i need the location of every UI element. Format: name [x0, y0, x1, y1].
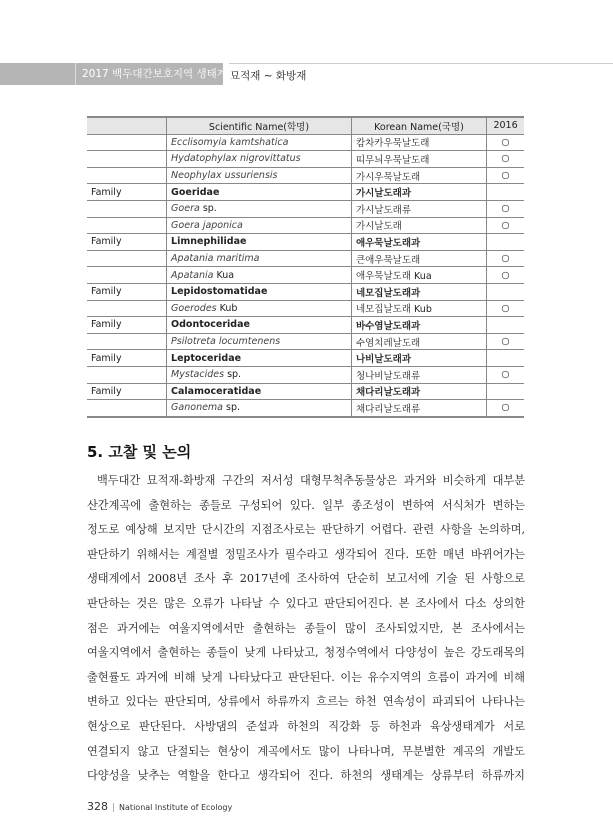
family-name: Leptoceridae	[171, 352, 242, 364]
korean-name-cell: 청나비날도래류	[351, 366, 486, 383]
table-row	[87, 200, 524, 217]
page-number: 328	[87, 800, 108, 813]
species-name: Apatania maritima	[171, 253, 260, 265]
rank-cell	[87, 217, 167, 234]
species-name: Ecclisomyia kamtshatica	[171, 136, 289, 148]
paragraph-line: 연결되지 않고 단절되는 현상이 계곡에서도 많이 나타나며, 무분별한 계곡의 개발도	[87, 744, 525, 758]
running-header-title: 2017 백두대간보호지역 생태계 조사	[75, 63, 222, 85]
header-rank	[87, 117, 167, 134]
scientific-name-cell	[167, 383, 352, 400]
scientific-name-cell	[167, 200, 352, 217]
presence-2016-cell	[487, 317, 524, 334]
presence-2016-cell: ○	[487, 400, 524, 417]
species-suffix: Kua	[213, 269, 235, 281]
korean-name-cell: 채다리날도래류	[351, 400, 486, 417]
korean-name-cell: 채다리날도래과	[351, 383, 486, 400]
presence-2016-cell	[487, 184, 524, 201]
family-name: Calamoceratidae	[171, 385, 262, 397]
header-rule	[229, 63, 613, 64]
rank-cell: Family	[87, 317, 167, 334]
rank-cell: Family	[87, 184, 167, 201]
rank-cell	[87, 167, 167, 184]
korean-name-cell: 애우묵날도래 Kua	[351, 267, 486, 284]
scientific-name-cell	[167, 283, 352, 300]
species-name: Goera	[171, 203, 200, 215]
table-row	[87, 151, 524, 168]
presence-2016-cell	[487, 283, 524, 300]
table-row	[87, 250, 524, 267]
running-header-subtitle: 묘적재 ~ 화방재	[230, 70, 307, 82]
presence-2016-cell: ○	[487, 134, 524, 151]
presence-2016-cell: ○	[487, 333, 524, 350]
rank-cell	[87, 250, 167, 267]
section-heading: 5. 고찰 및 논의	[87, 443, 192, 461]
footer-separator: |	[112, 803, 116, 813]
paragraph-line: 백두대간 묘적재-화방재 구간의 저서성 대형무척추동물상은 과거와 비슷하게 대부분	[97, 474, 525, 487]
scientific-name-cell	[167, 300, 352, 317]
scientific-name-cell	[167, 366, 352, 383]
family-name: Lepidostomatidae	[171, 286, 268, 298]
presence-2016-cell: ○	[487, 151, 524, 168]
rank-cell	[87, 267, 167, 284]
family-name: Goeridae	[171, 186, 220, 198]
korean-name-cell: 캄차카우묵날도래	[351, 134, 486, 151]
presence-2016-cell: ○	[487, 217, 524, 234]
rank-cell: Family	[87, 350, 167, 367]
family-name: Limnephilidae	[171, 236, 247, 248]
rank-cell	[87, 200, 167, 217]
scientific-name-cell	[167, 151, 352, 168]
paragraph-line: 점은 과거에는 여울지역에서만 출현하는 종들이 많이 조사되었지만, 본 조사에서는	[87, 621, 525, 635]
species-name: Psilotreta locumtenens	[171, 336, 281, 348]
family-row	[87, 283, 524, 300]
species-suffix: sp.	[223, 402, 241, 414]
paragraph-line: 변하고 있다는 판단되며, 상류에서 하류까지 흐르는 하천 연속성이 파괴되어 나타나는	[87, 695, 525, 709]
rank-cell	[87, 134, 167, 151]
body-paragraph	[87, 469, 525, 789]
scientific-name-cell	[167, 184, 352, 201]
korean-name-cell: 나비날도래과	[351, 350, 486, 367]
species-suffix: Kub	[216, 302, 238, 314]
presence-2016-cell	[487, 234, 524, 251]
paragraph-line: 출현률도 과거에 비해 낮게 나타났다고 판단된다. 이는 유수지역의 흐름이 과거에 비해	[87, 670, 525, 684]
korean-name-cell: 네모집날도래 Kub	[351, 300, 486, 317]
scientific-name-cell	[167, 134, 352, 151]
header-scientific-name: Scientific Name(학명)	[167, 117, 352, 134]
table-row	[87, 134, 524, 151]
scientific-name-cell	[167, 400, 352, 417]
scientific-name-cell	[167, 217, 352, 234]
paragraph-line: 여울지역에서 출현하는 종들이 낮게 나타났고, 청정수역에서 다양성이 높은 강도래목의	[87, 646, 525, 660]
rank-cell	[87, 333, 167, 350]
rank-cell	[87, 151, 167, 168]
scientific-name-cell	[167, 317, 352, 334]
scientific-name-cell	[167, 333, 352, 350]
species-name: Neophylax ussuriensis	[171, 170, 278, 182]
korean-name-cell: 수염치레날도래	[351, 333, 486, 350]
family-name: Odontoceridae	[171, 319, 250, 331]
rank-cell	[87, 300, 167, 317]
species-name: Hydatophylax nigrovittatus	[171, 153, 301, 165]
paragraph-line: 판단하는 것은 많은 오류가 나타날 수 있다고 판단되어진다. 본 조사에서 다소 상의한	[87, 596, 525, 610]
species-name: Goerodes	[171, 302, 217, 314]
korean-name-cell: 바수염날도래과	[351, 317, 486, 334]
header-2016: 2016	[487, 117, 524, 134]
presence-2016-cell: ○	[487, 200, 524, 217]
korean-name-cell: 애우묵날도래과	[351, 234, 486, 251]
scientific-name-cell	[167, 267, 352, 284]
paragraph-line: 판단하기 위해서는 계절별 정밀조사가 필수라고 생각되어 진다. 또한 매년 바뀌어가는	[87, 547, 525, 561]
species-name: Ganonema	[171, 402, 224, 414]
family-row	[87, 234, 524, 251]
header-korean-name: Korean Name(국명)	[351, 117, 486, 134]
korean-name-cell: 가시우묵날도래	[351, 167, 486, 184]
family-row	[87, 350, 524, 367]
presence-2016-cell: ○	[487, 267, 524, 284]
presence-2016-cell: ○	[487, 167, 524, 184]
species-table	[87, 116, 524, 418]
korean-name-cell: 가시날도래과	[351, 184, 486, 201]
presence-2016-cell	[487, 383, 524, 400]
page-footer	[87, 800, 232, 813]
species-name: Mystacides	[171, 369, 225, 381]
table-row	[87, 400, 524, 417]
table-row	[87, 300, 524, 317]
table-row	[87, 366, 524, 383]
korean-name-cell: 큰애우묵날도래	[351, 250, 486, 267]
table-header-row	[87, 117, 524, 134]
species-name: Goera japonica	[171, 219, 243, 231]
presence-2016-cell: ○	[487, 250, 524, 267]
species-suffix: sp.	[224, 369, 242, 381]
footer-organization: National Institute of Ecology	[119, 803, 233, 812]
rank-cell: Family	[87, 283, 167, 300]
paragraph-line: 다양성을 낮추는 역할을 한다고 생각되어 진다. 하천의 생태계는 상류부터 하류까지	[87, 769, 525, 783]
table-row	[87, 167, 524, 184]
family-row	[87, 383, 524, 400]
korean-name-cell: 가시날도래류	[351, 200, 486, 217]
rank-cell	[87, 366, 167, 383]
presence-2016-cell: ○	[487, 300, 524, 317]
presence-2016-cell: ○	[487, 366, 524, 383]
family-row	[87, 184, 524, 201]
korean-name-cell: 띠무늬우묵날도래	[351, 151, 486, 168]
scientific-name-cell	[167, 350, 352, 367]
korean-name-cell: 가시날도래	[351, 217, 486, 234]
paragraph-line: 산간계곡에 출현하는 종들로 구성되어 있다. 일부 종조성이 변하여 서식처가 변하는	[87, 498, 525, 512]
rank-cell	[87, 400, 167, 417]
table-row	[87, 267, 524, 284]
paragraph-line: 현상으로 판단된다. 사방댐의 준설과 하천의 직강화 등 하천과 육상생태계가 서로	[87, 719, 525, 733]
scientific-name-cell	[167, 234, 352, 251]
scientific-name-cell	[167, 250, 352, 267]
species-name: Apatania	[171, 269, 214, 281]
family-row	[87, 317, 524, 334]
presence-2016-cell	[487, 350, 524, 367]
species-suffix: sp.	[199, 203, 217, 215]
korean-name-cell: 네모집날도래과	[351, 283, 486, 300]
paragraph-line: 정도로 예상해 보지만 단시간의 지점조사로는 판단하기 어렵다. 관련 사항을 논의하며,	[87, 523, 525, 537]
rank-cell: Family	[87, 234, 167, 251]
table-row	[87, 217, 524, 234]
scientific-name-cell	[167, 167, 352, 184]
paragraph-line: 생태계에서 2008년 조사 후 2017년에 조사하여 단순히 보고서에 기술 된 사항으로	[87, 572, 525, 586]
table-row	[87, 333, 524, 350]
rank-cell: Family	[87, 383, 167, 400]
